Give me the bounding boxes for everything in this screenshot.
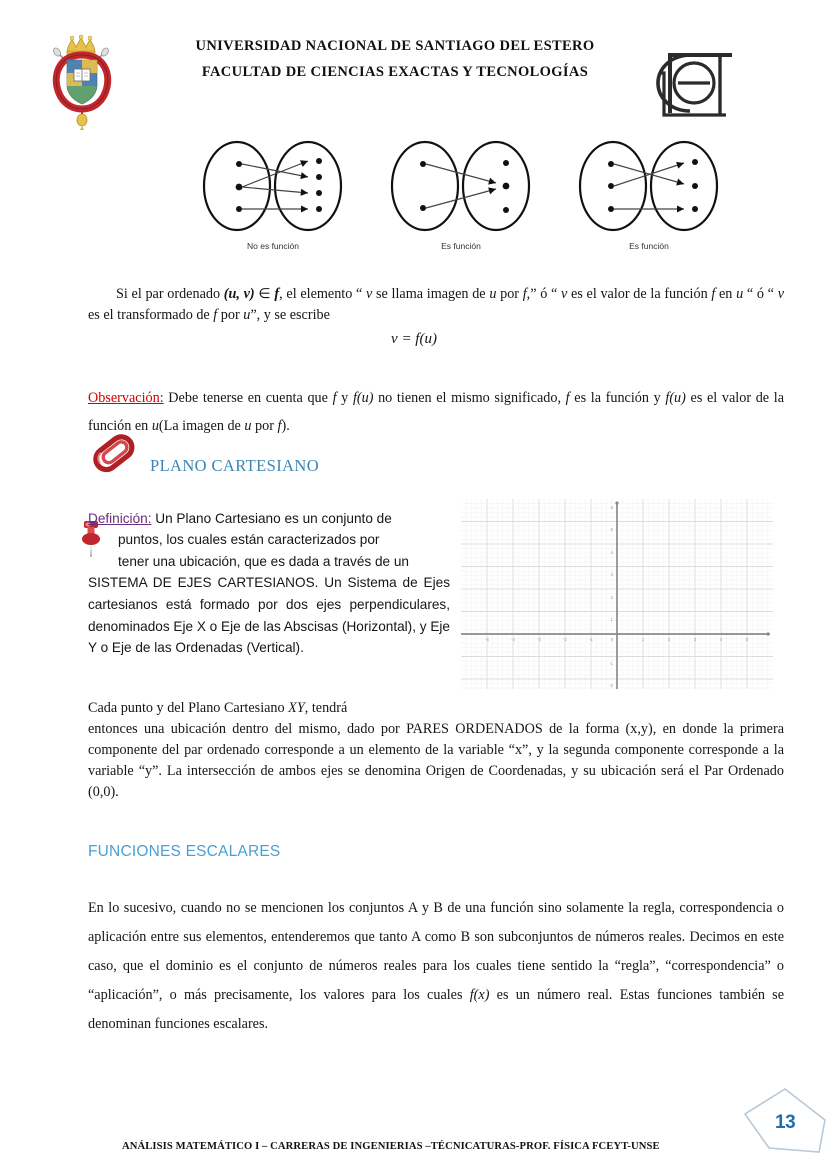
cada-text-1b: , tendrá [304,700,348,717]
venn-caption-3: Es función [629,241,669,251]
si-text-9: “ ó “ [743,286,778,303]
svg-text:1: 1 [610,617,613,622]
obs-math-3: f [565,390,570,407]
cartesian-plane-figure [461,499,773,689]
venn-diagrams-figure [195,136,765,256]
si-math-v2: v [561,286,568,303]
paragraph-funciones-escalares [88,894,784,1039]
si-text-10: es el transformado de [88,307,214,324]
svg-text:5: 5 [745,637,749,642]
obs-math-1: f [332,390,337,407]
definicion-line-2: puntos, los cuales están caracterizados por [118,532,380,548]
fceyt-monogram-icon [648,43,740,121]
svg-text:-2: -2 [563,637,567,642]
si-math-f4: f [213,307,218,324]
definicion-rest: SISTEMA DE EJES CARTESIANOS. Un Sistema de Ejes cartesianos está formado por dos ejes perpendiculares, denominados Eje X o Eje de las Abscisas (Horizontal), y Eje Y o Eje de las Ordenadas (Vertical). [88,575,450,656]
si-math-f: f [274,286,280,303]
venn-caption-2: Es función [441,241,481,251]
venn-diagram-1 [204,142,341,251]
si-math-v1: v [366,286,373,303]
func-text-2: es un número real. Estas funciones también se denominan funciones escalares. [88,987,784,1033]
definicion-line-1 [88,508,450,530]
institution-titles [155,33,635,85]
cada-rest: entonces una ubicación dentro del mismo, dado por PARES ORDENADOS de la forma (x,y), en donde la primera componente del par ordenado corresponde a un elemento de la variable “x”, y la segunda componente corresponde a la variable “y”. La intersección de ambos ejes se denomina Origen de Coordenadas, y su ubicación será el Par Ordenado (0,0). [88,721,784,801]
paragraph-si-el-par-ordenado [88,284,784,326]
page-number: 13 [775,1112,796,1133]
si-math-f2: f [522,286,527,303]
obs-text-1: Debe tenerse en cuenta que [163,390,333,407]
svg-text:-2: -2 [609,683,613,688]
page-footer: ANÁLISIS MATEMÁTICO I – CARRERAS DE INGENIERIAS –TÉCNICATURAS-PROF. FÍSICA FCEYT-UNSE [122,1141,660,1152]
svg-text:-4: -4 [511,637,515,642]
paragraph-observacion [88,384,784,440]
paragraph-definicion [88,508,450,659]
obs-text-7: por [251,418,278,435]
page-header [0,0,828,130]
obs-text-3: no tienen el mismo significado, [373,390,566,407]
svg-text:4: 4 [719,637,723,642]
si-text-5: por [496,286,523,303]
svg-text:1: 1 [641,637,645,642]
paperclip-icon [85,434,143,476]
definicion-label: Definición: [88,510,152,526]
func-text-1: En lo sucesivo, cuando no se mencionen los conjuntos A y B de una función sino solamente la regla, correspondencia o aplicación entre sus elementos, entenderemos que tanto A como B son subconjuntos de números reales. Decimos en este caso, que el dominio es el conjunto de números reales para los cuales tiene sentido la “regla”, “correspondencia” o “aplicación”, o más precisamente, los valores para los cuales [88,900,784,1004]
venn-caption-1: No es función [247,241,299,251]
heading-funciones-escalares: FUNCIONES ESCALARES [88,843,281,860]
obs-math-7: f [277,418,282,435]
institution-line-1: UNIVERSIDAD NACIONAL DE SANTIAGO DEL ESTERO [195,38,595,54]
si-math-pair: (u, v) [223,286,255,303]
obs-math-2: f(u) [352,390,374,407]
svg-text:-3: -3 [537,637,541,642]
si-math-u1: u [489,286,497,303]
obs-math-5: u [151,418,159,435]
svg-text:2: 2 [667,637,671,642]
obs-math-4: f(u) [665,390,686,407]
page-number-badge [739,1086,828,1158]
institution-line-2: FACULTAD DE CIENCIAS EXACTAS Y TECNOLOGÍAS [201,64,589,80]
si-text-11: por [217,307,244,324]
cada-math-xy: XY [288,700,305,717]
definicion-line-3: tener una ubicación, que es dada a través de un [118,553,409,569]
heading-plano-cartesiano: PLANO CARTESIANO [150,456,320,475]
si-text-3: , el elemento “ [279,286,367,303]
svg-text:-5: -5 [485,637,489,642]
obs-text-4: es la función y [569,390,666,407]
svg-text:2: 2 [610,595,613,600]
si-text-8: en [715,286,737,303]
svg-text:3: 3 [693,637,697,642]
university-shield-icon [46,27,118,131]
svg-text:3: 3 [610,572,613,577]
cada-text-1a: Cada punto y del Plano Cartesiano [88,700,289,717]
svg-text:5: 5 [610,527,613,532]
si-text-4: se llama imagen de [372,286,490,303]
obs-text-2: y [336,390,353,407]
si-math-v3: v [777,286,784,303]
si-text-2: ∈ [254,286,275,303]
si-math-u3: u [243,307,251,324]
svg-text:4: 4 [610,550,613,555]
si-text-1: Si el par ordenado [116,286,224,303]
obs-math-6: u [244,418,252,435]
svg-text:-1: -1 [609,661,613,666]
func-math-fx: f(x) [469,987,490,1004]
si-math-f3: f [711,286,716,303]
obs-text-5: es el valor de la función en [88,390,784,435]
obs-text-6: (La imagen de [158,418,245,435]
observacion-label: Observación: [88,390,164,407]
obs-text-8: ). [281,418,290,435]
cada-first-line [88,698,448,719]
svg-text:0: 0 [610,637,614,642]
paragraph-cada-punto [88,698,784,803]
venn-diagram-3 [580,142,717,251]
si-text-12: ”, y se escribe [250,307,330,324]
svg-text:-1: -1 [589,637,593,642]
venn-diagram-2 [392,142,529,251]
si-text-7: es el valor de la función [567,286,712,303]
svg-text:6: 6 [610,505,613,510]
definicion-text-1: Un Plano Cartesiano es un conjunto de [151,510,392,526]
si-text-6: ,” ó “ [526,286,561,303]
si-math-u2: u [736,286,744,303]
equation-v-equals-f-of-u: v = f(u) [391,331,437,347]
